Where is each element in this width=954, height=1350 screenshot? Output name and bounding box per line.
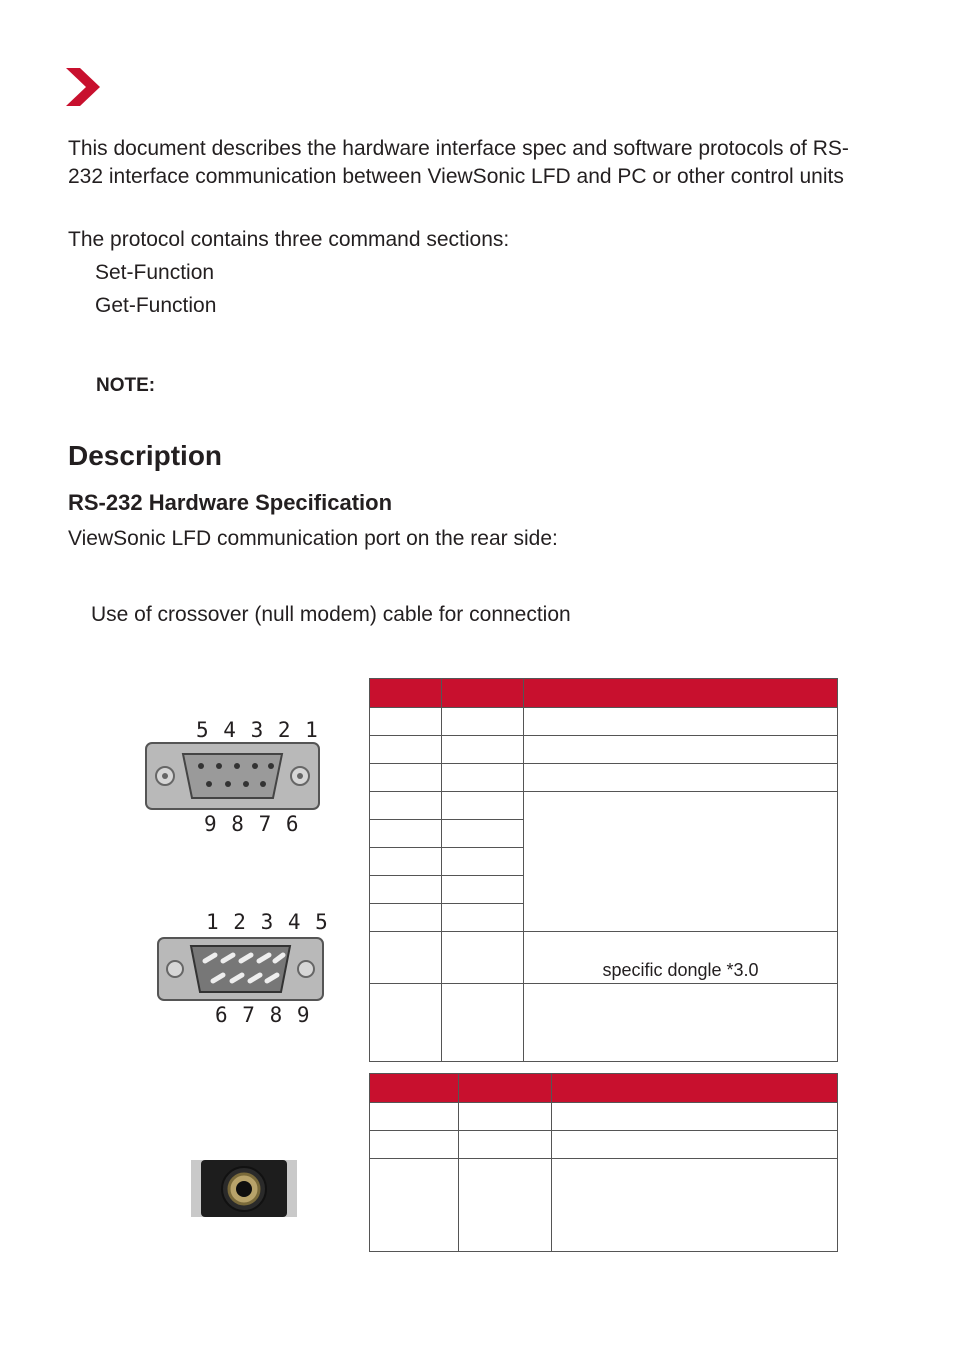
table1-cell	[370, 736, 442, 764]
table2-header-cell	[459, 1074, 552, 1103]
cable-text: Use of crossover (null modem) cable for connection	[91, 603, 571, 626]
section-item-get: Get-Function	[95, 294, 217, 317]
table1-header-cell	[442, 679, 524, 708]
table1-cell	[442, 736, 524, 764]
db9-female-connector-icon	[145, 742, 320, 810]
db9-male-connector-icon	[157, 937, 324, 1001]
table1-cell	[442, 708, 524, 736]
male-bottom-pin-label: 6 7 8 9	[215, 1003, 311, 1027]
table1-cell	[370, 820, 442, 848]
table2-cell	[370, 1159, 459, 1252]
audio-jack-icon	[191, 1160, 297, 1217]
table1-cell	[442, 848, 524, 876]
dongle-note: specific dongle *3.0	[602, 960, 759, 980]
table1-cell	[370, 764, 442, 792]
table1-cell	[442, 764, 524, 792]
table1-cell	[370, 984, 442, 1062]
port-text: ViewSonic LFD communication port on the rear side:	[68, 527, 558, 550]
table2-cell	[459, 1131, 552, 1159]
pin-table-2	[369, 1073, 838, 1252]
table1-cell	[370, 876, 442, 904]
table1-cell	[442, 820, 524, 848]
note-label: NOTE:	[96, 375, 156, 396]
table1-merged-cell	[524, 792, 838, 932]
table1-cell	[524, 984, 838, 1062]
intro-line-2: 232 interface communication between ViewSonic LFD and PC or other control units	[68, 165, 844, 188]
description-heading: Description	[68, 440, 223, 471]
table2-cell	[459, 1159, 552, 1252]
table1-cell	[370, 848, 442, 876]
table1-cell	[370, 708, 442, 736]
section-item-set: Set-Function	[95, 261, 215, 284]
sections-intro: The protocol contains three command sections:	[68, 228, 510, 251]
dongle-note-cell	[524, 932, 838, 984]
pin-table-1	[369, 678, 838, 1062]
table2-cell	[552, 1103, 838, 1131]
table1-cell	[442, 932, 524, 984]
table1-cell	[370, 792, 442, 820]
table1-cell	[442, 984, 524, 1062]
table1-cell	[524, 708, 838, 736]
table2-header-cell	[552, 1074, 838, 1103]
table2-cell	[370, 1131, 459, 1159]
table1-cell	[442, 792, 524, 820]
table1-cell	[370, 904, 442, 932]
chevron-logo-icon	[66, 68, 102, 106]
table2-cell	[552, 1159, 838, 1252]
female-bottom-pin-label: 9 8 7 6	[204, 812, 300, 836]
table1-cell	[524, 736, 838, 764]
table1-header-cell	[370, 679, 442, 708]
intro-line-1: This document describes the hardware interface spec and software protocols of RS-	[68, 137, 849, 160]
hardware-spec-subheading: RS-232 Hardware Specification	[68, 490, 393, 515]
table2-cell	[370, 1103, 459, 1131]
table1-cell	[524, 764, 838, 792]
table2-cell	[552, 1131, 838, 1159]
table1-cell	[442, 904, 524, 932]
table1-header-cell	[524, 679, 838, 708]
male-top-pin-label: 1 2 3 4 5	[206, 910, 329, 934]
table2-header-cell	[370, 1074, 459, 1103]
female-top-pin-label: 5 4 3 2 1	[196, 718, 319, 742]
table2-cell	[459, 1103, 552, 1131]
table1-cell	[442, 876, 524, 904]
table1-cell	[370, 932, 442, 984]
